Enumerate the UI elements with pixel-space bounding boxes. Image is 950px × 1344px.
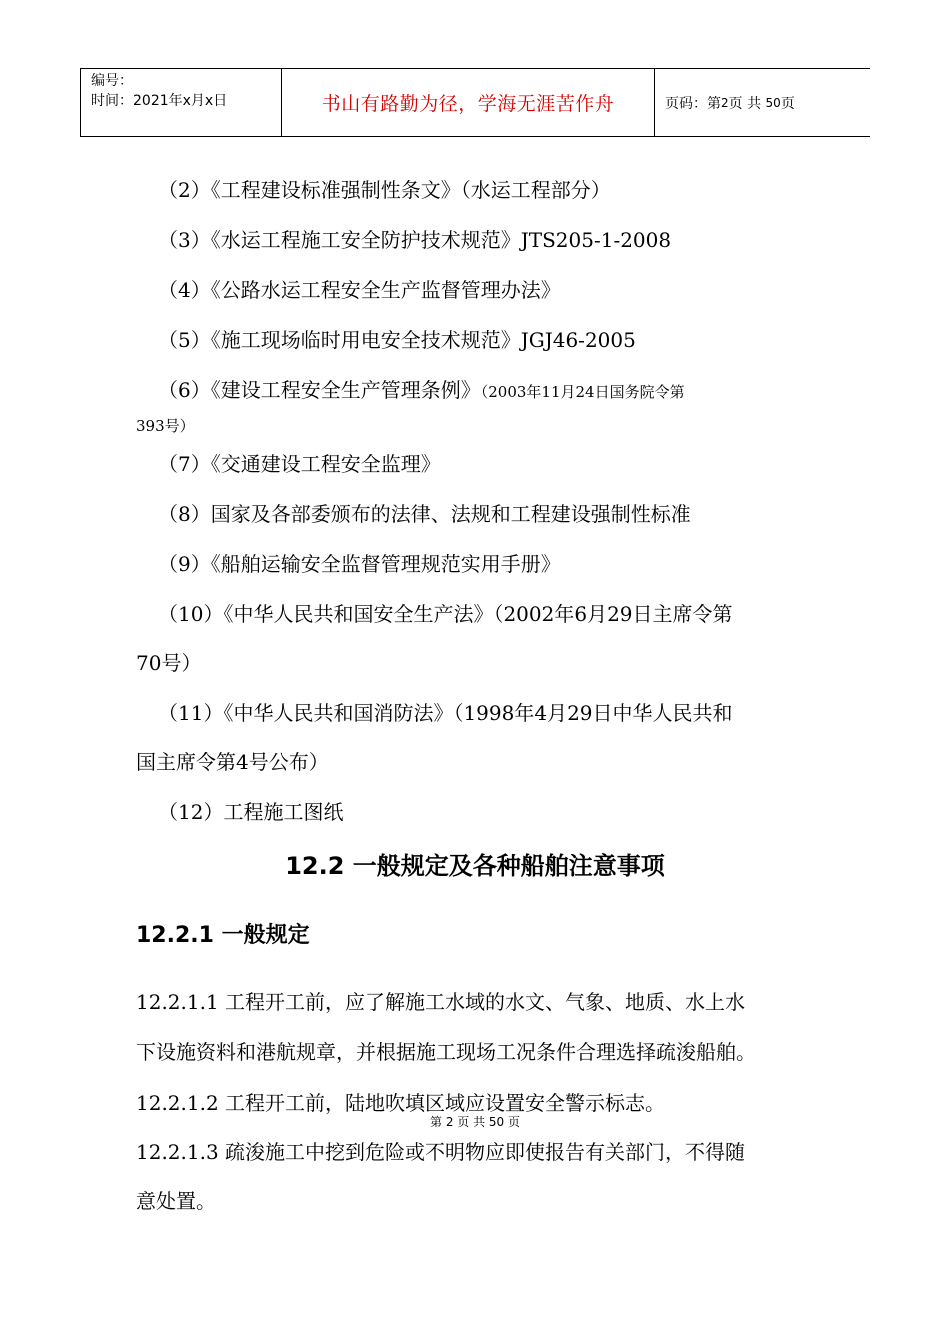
paragraph-line: 12.2.1.1 工程开工前，应了解施工水域的水文、气象、地质、水上水 [136, 990, 746, 1014]
reference-item: （5）《施工现场临时用电安全技术规范》JGJ46-2005 [158, 328, 636, 352]
reference-item: （8）国家及各部委颁布的法律、法规和工程建设强制性标准 [158, 502, 691, 526]
header-page-number [655, 69, 870, 136]
header-info-cell [80, 69, 282, 136]
reference-item: （4）《公路水运工程安全生产监督管理办法》 [158, 278, 561, 302]
reference-item: （2）《工程建设标准强制性条文》（水运工程部分） [158, 178, 611, 202]
subsection-heading: 12.2.1 一般规定 [136, 923, 310, 948]
page-mid: 页 共 [728, 95, 762, 112]
reference-item: （7）《交通建设工程安全监理》 [158, 452, 441, 476]
reference-title: （6）《建设工程安全生产管理条例》 [158, 378, 481, 402]
page-suffix: 页 [780, 95, 795, 112]
paragraph-line: 意处置。 [136, 1189, 216, 1213]
page-prefix: 页码：第 [665, 95, 721, 112]
time-label: 时间：2021年x月x日 [91, 93, 228, 109]
section-heading: 12.2 一般规定及各种船舶注意事项 [285, 852, 665, 880]
header-motto: 书山有路勤为径，学海无涯苦作舟 [282, 69, 655, 136]
page-total: 50 [765, 95, 781, 110]
reference-item: （3）《水运工程施工安全防护技术规范》JTS205-1-2008 [158, 228, 672, 252]
serial-label: 编号： [91, 73, 133, 89]
reference-continuation: 国主席令第4号公布） [136, 750, 329, 774]
reference-item: （10）《中华人民共和国安全生产法》（2002年6月29日主席令第 [158, 602, 733, 626]
reference-item: （11）《中华人民共和国消防法》（1998年4月29日中华人民共和 [158, 701, 733, 725]
reference-continuation: 70号） [136, 651, 202, 675]
page-header [80, 68, 870, 137]
reference-item: （9）《船舶运输安全监督管理规范实用手册》 [158, 552, 561, 576]
paragraph-line: 下设施资料和港航规章，并根据施工现场工况条件合理选择疏浚船舶。 [136, 1040, 756, 1064]
page-num: 2 [721, 95, 729, 110]
reference-item [158, 377, 685, 405]
reference-item: （12）工程施工图纸 [158, 800, 344, 824]
reference-continuation: 393号） [136, 417, 195, 435]
paragraph-line: 12.2.1.3 疏浚施工中挖到危险或不明物应即使报告有关部门，不得随 [136, 1140, 746, 1164]
page-footer: 第 2 页 共 50 页 [430, 1115, 520, 1129]
reference-note: （2003年11月24日国务院令第 [480, 383, 685, 401]
paragraph-line: 12.2.1.2 工程开工前，陆地吹填区域应设置安全警示标志。 [136, 1091, 666, 1115]
